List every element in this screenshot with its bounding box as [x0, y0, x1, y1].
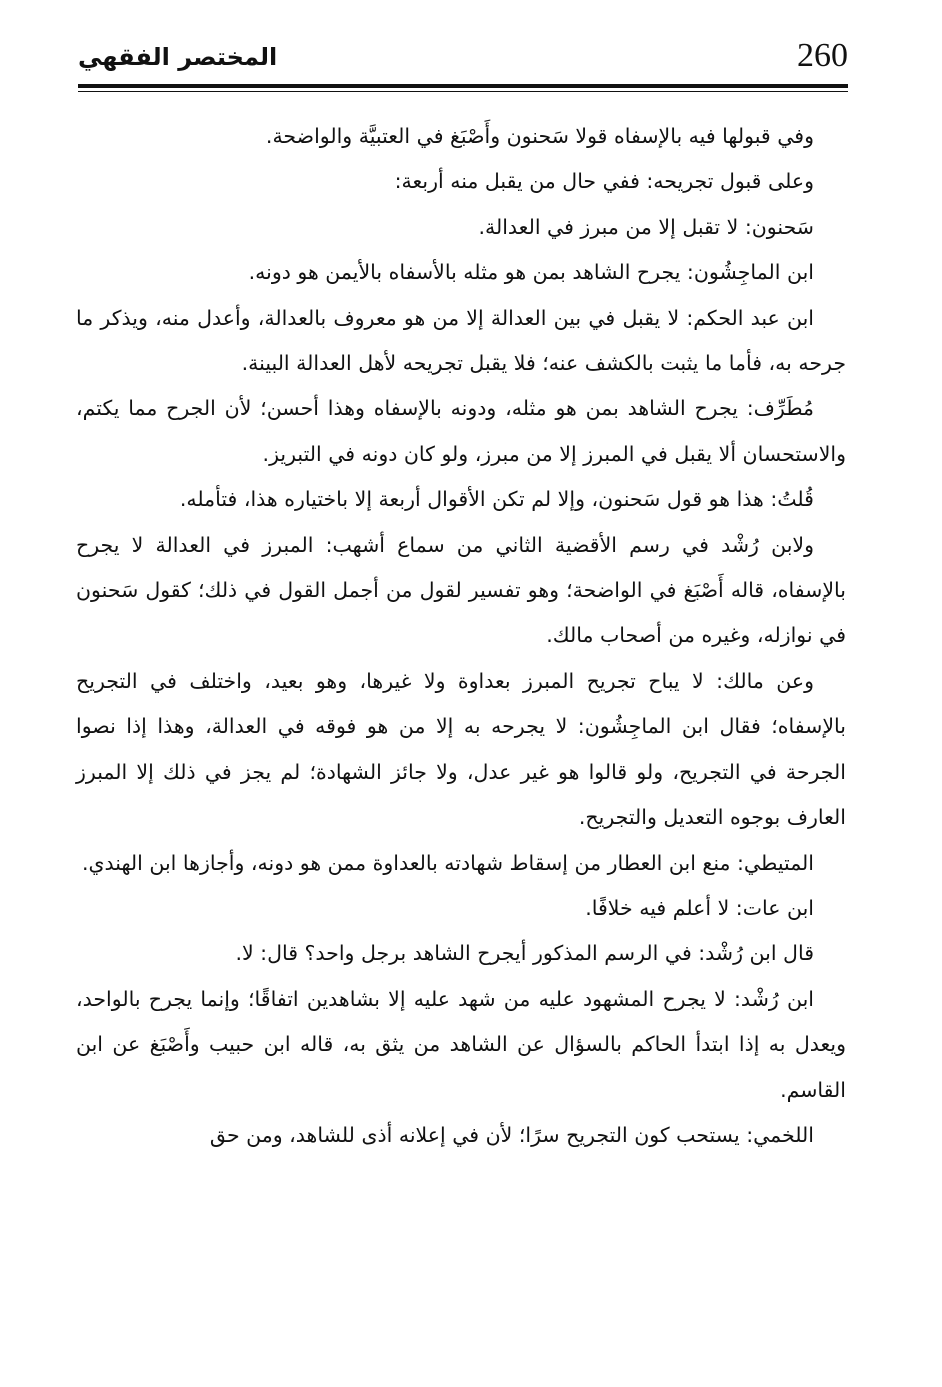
paragraph: ولابن رُشْد في رسم الأقضية الثاني من سماع أشهب: المبرز في العدالة لا يجرح بالإسفاه، قاله أَصْبَغ في الواضحة؛ وهو تفسير لقول من أجمل القول في ذلك؛ كقول سَحنون في نوازله، وغيره من أصحاب مالك.	[76, 532, 846, 648]
page-number: 260	[797, 37, 848, 74]
paragraph: وعلى قبول تجريحه: ففي حال من يقبل منه أربعة:	[394, 169, 814, 194]
paragraph: اللخمي: يستحب كون التجريح سرًا؛ لأن في إعلانه أذى للشاهد، ومن حق	[209, 1122, 814, 1147]
paragraph: ابن عبد الحكم: لا يقبل في بين العدالة إلا من هو معروف بالعدالة، وأعدل منه، ويذكر ما جرحه به، فأما ما يثبت بالكشف عنه؛ فلا يقبل تجريحه لأهل العدالة البينة.	[76, 305, 846, 376]
paragraph: سَحنون: لا تقبل إلا من مبرز في العدالة.	[478, 214, 814, 239]
paragraph: ابن عات: لا أعلم فيه خلافًا.	[585, 895, 814, 920]
paragraph: ابن الماجِشُون: يجرح الشاهد بمن هو مثله بالأسفاه بالأيمن هو دونه.	[248, 260, 814, 285]
paragraph: وفي قبولها فيه بالإسفاه قولا سَحنون وأَصْبَغ في العتبيَّة والواضحة.	[265, 124, 814, 148]
paragraph: مُطَرِّف: يجرح الشاهد بمن هو مثله، ودونه بالإسفاه وهذا أحسن؛ لأن الجرح مما يكتم، والاستحسان ألا يقبل في المبرز إلا من مبرز، ولو كان دونه في التبريز.	[76, 396, 846, 466]
paragraph: ابن رُشْد: لا يجرح المشهود عليه من شهد عليه إلا بشاهدين اتفاقًا؛ وإنما يجرح بالواحد، ويعدل به إذا ابتدأ الحاكم بالسؤال عن الشاهد من يثق به، قاله ابن حبيب وأَصْبَغ عن ابن القاسم.	[76, 986, 846, 1102]
paragraph: المتيطي: منع ابن العطار من إسقاط شهادته بالعداوة ممن هو دونه، وأجازها ابن الهندي.	[81, 850, 814, 875]
paragraph: قال ابن رُشْد: في الرسم المذكور أيجرح الشاهد برجل واحد؟ قال: لا.	[235, 941, 814, 966]
paragraph: قُلتُ: هذا هو قول سَحنون، وإلا لم تكن الأقوال أربعة إلا باختياره هذا، فتأمله.	[179, 487, 814, 512]
header-rule-thick	[78, 84, 848, 88]
book-title: المختصر الفقهي	[78, 43, 278, 71]
page-header	[78, 36, 848, 86]
header-rule-thin	[78, 91, 848, 92]
paragraph: وعن مالك: لا يباح تجريح المبرز بعداوة ولا غيرها، وهو بعيد، واختلف في التجريح بالإسفاه؛ فقال ابن الماجِشُون: لا يجرحه به إلا من هو فوقه في العدالة، وهذا إذا نصوا الجرحة في التجريح، ولو قالوا هو غير عدل، ولا جائز الشهادة؛ لم يجز في ذلك إلا المبرز العارف بوجوه التعديل والتجريح.	[76, 668, 846, 830]
body-text	[76, 114, 846, 1158]
